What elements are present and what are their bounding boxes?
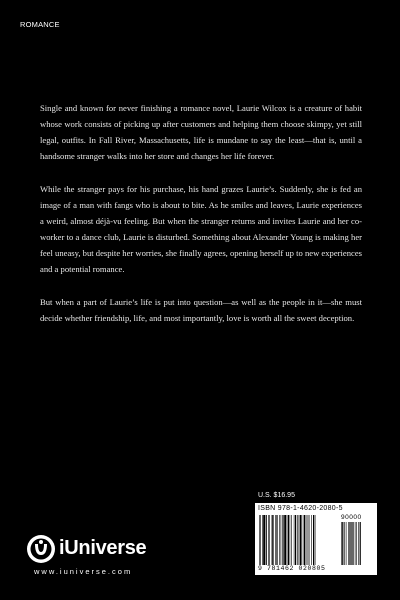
iuniverse-swirl-icon — [26, 534, 56, 564]
barcode-bar — [291, 515, 292, 565]
barcode-bar — [266, 515, 267, 565]
barcode-bar — [313, 515, 314, 565]
blurb-paragraph-3: But when a part of Laurie’s life is put into question—as well as the people in it—she must decide whether friendship, life, and most importantly, love is worth all the sweet deception. — [40, 297, 362, 323]
barcode-bar — [259, 515, 260, 565]
ean-barcode-bars — [259, 515, 337, 565]
barcode-bar — [295, 515, 296, 565]
publisher-url: www.iuniverse.com — [34, 567, 133, 576]
barcode-bar — [288, 515, 289, 565]
barcode-bar — [306, 515, 307, 565]
barcode-bar — [282, 515, 283, 565]
barcode-bar — [351, 522, 352, 565]
barcode-bar — [287, 515, 288, 565]
barcode-bar — [309, 515, 310, 565]
addon-barcode-bars — [341, 522, 373, 565]
barcode-bar — [300, 515, 302, 565]
barcode-bar — [263, 515, 265, 565]
barcode-bar — [308, 515, 309, 565]
barcode-bar — [356, 522, 357, 565]
barcode-bar — [348, 522, 349, 565]
blurb-paragraph-2: While the stranger pays for his purchase, his hand grazes Laurie’s. Suddenly, she is fed an image of a man with fangs who is about to bite. As he smiles and leaves, Laurie experiences a weird, almost déjà-vu feeling. But when the stranger returns and invites Laurie and her co-worker to a dance club, Laurie is disturbed. Something about Alexander Young is making her feel uneasy, but despite her worries, she finally agrees, opening herself up to new experiences and a potential romance. — [40, 184, 362, 274]
barcode-bar — [272, 515, 273, 565]
barcode-bar — [268, 515, 269, 565]
barcode-bar — [349, 522, 350, 565]
price-label: U.S. $16.95 — [258, 492, 295, 499]
barcode-bar — [304, 515, 305, 565]
publisher-logo — [26, 534, 176, 564]
barcode-bar — [275, 515, 276, 565]
barcode-bar — [299, 515, 300, 565]
back-cover-blurb — [40, 100, 362, 343]
barcode-bar — [346, 522, 347, 565]
price-addon-number: 90000 — [341, 514, 362, 521]
barcode-bar — [355, 522, 356, 565]
isbn-barcode — [255, 503, 377, 575]
barcode-bar — [294, 515, 295, 565]
barcode-bar — [284, 515, 286, 565]
barcode-bar — [273, 515, 274, 565]
isbn-number: ISBN 978-1-4620-2080-5 — [258, 505, 343, 512]
barcode-bar — [269, 515, 270, 565]
barcode-bar — [342, 522, 343, 565]
barcode-bar — [311, 515, 312, 565]
barcode-bar — [315, 515, 316, 565]
publisher-name: iUniverse — [59, 537, 147, 559]
barcode-bar — [360, 522, 361, 565]
barcode-bar — [344, 522, 345, 565]
barcode-bar — [352, 522, 353, 565]
barcode-bar — [260, 515, 261, 565]
barcode-bar — [358, 522, 359, 565]
barcode-bar — [303, 515, 304, 565]
barcode-bar — [297, 515, 298, 565]
barcode-bar — [276, 515, 277, 565]
barcode-bar — [341, 522, 342, 565]
barcode-bar — [279, 515, 280, 565]
barcode-bar — [281, 515, 282, 565]
barcode-bar — [262, 515, 263, 565]
genre-label: ROMANCE — [20, 20, 60, 29]
barcode-bar — [290, 515, 291, 565]
blurb-paragraph-1: Single and known for never finishing a romance novel, Laurie Wilcox is a creature of habit whose work consists of picking up after customers and helping them choose skimpy, yet still legal, outfits. In Fall River, Massachusetts, life is mundane to say the least—that is, until a handsome stranger walks into her store and changes her life forever. — [40, 103, 362, 161]
ean-digits: 9 781462 020805 — [258, 565, 326, 572]
